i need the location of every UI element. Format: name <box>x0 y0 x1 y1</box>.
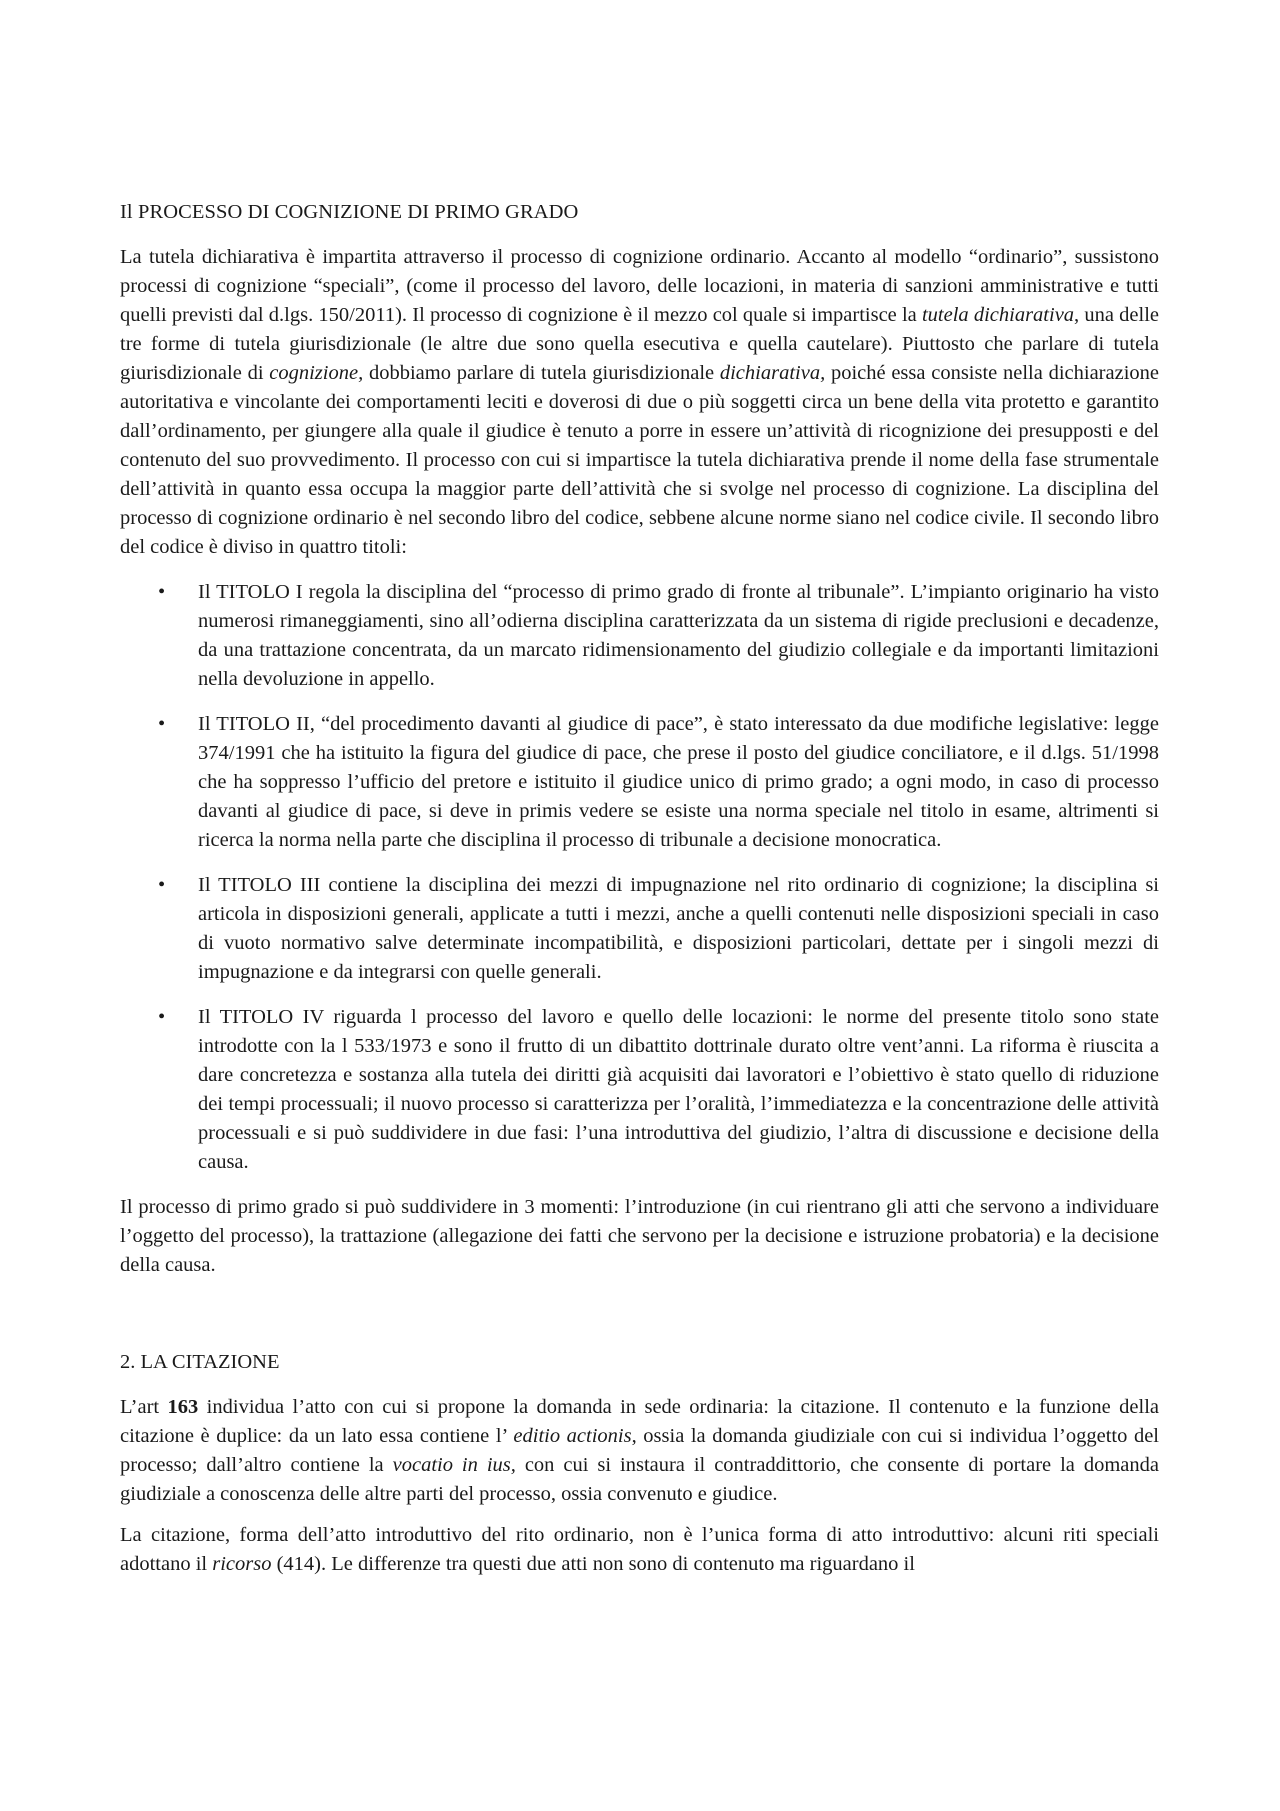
bullet-icon: • <box>158 874 166 896</box>
text-run: poiché essa consiste nella dichiarazione autoritativa e vincolante dei comportamenti leciti e doverosi di due o più soggetti circa un bene della vita protetto e garantito dall’ordinamento, per giungere alla quale il giudice è tenuto a porre in essere un’attività di ricognizione dei presupposti e del contenuto del suo provvedimento. Il processo con cui si impartisce la tutela dichiarativa prende il nome della fase strumentale dell’attività in quanto essa occupa la maggior parte dell’attività che si svolge nel processo di cognizione. La disciplina del processo di cognizione ordinario è nel secondo libro del codice, sebbene alcune norme siano nel codice civile. Il secondo libro del codice è diviso in quattro titoli: <box>120 362 1159 558</box>
text-run: , una delle tre forme di tutela giurisdizionale (le altre due sono quella esecutiva e quella cautelare). Piuttosto che parlare di tutela giurisdizionale di <box>120 304 1159 384</box>
citazione-paragraph-2 <box>120 1521 1159 1579</box>
italic-text: ricorso <box>212 1553 272 1575</box>
text-run: (414). Le differenze tra questi due atti non sono di contenuto ma riguardano il <box>271 1553 915 1575</box>
text-run: , ossia la domanda giudiziale con cui si individua l’oggetto del processo; dall’altro contiene la <box>120 1425 1159 1476</box>
list-item <box>120 871 1159 987</box>
text-run: L’art <box>120 1396 168 1418</box>
text-run: La citazione, forma dell’atto introduttivo del rito ordinario, non è l’unica forma di atto introduttivo: alcuni riti speciali adottano il <box>120 1524 1159 1575</box>
italic-text: vocatio in ius, <box>392 1454 516 1476</box>
text-run: La tutela dichiarativa è impartita attraverso il processo di cognizione ordinario. Accanto al modello “ordinario”, sussistono processi di cognizione “speciali”, (come il processo del lavoro, delle locazioni, in materia di sanzioni amministrative e tutti quelli previsti dal d.lgs. 150/2011). Il processo di cognizione è il mezzo col quale si impartisce la <box>120 246 1159 326</box>
text-run: individua l’atto con cui si propone la domanda in sede ordinaria: la citazione. Il contenuto e la funzione della citazione è duplice: da un lato essa contiene l’ <box>120 1396 1160 1447</box>
list-item <box>120 710 1159 855</box>
list-item <box>120 578 1159 694</box>
list-item-text: Il TITOLO I regola la disciplina del “processo di primo grado di fronte al tribunale”. L’impianto originario ha visto numerosi rimaneggiamenti, sino all’odierna disciplina caratterizzata da un sistema di rigide preclusioni e decadenze, da una trattazione concentrata, da un marcato ridimensionamento del giudizio collegiale e da importanti limitazioni nella devoluzione in appello. <box>198 581 1159 690</box>
bullet-icon: • <box>158 1006 166 1028</box>
text-run: dobbiamo parlare di tutela giurisdizionale <box>363 362 720 384</box>
list-item <box>120 1003 1159 1177</box>
bold-text: 163 <box>167 1396 199 1418</box>
italic-text: editio actionis <box>513 1425 632 1447</box>
bullet-icon: • <box>158 713 166 735</box>
intro-paragraph <box>120 243 1159 562</box>
italic-text: dichiarativa, <box>719 362 826 384</box>
document-page <box>120 198 1159 1591</box>
text-run: con cui si instaura il contraddittorio, che consente di portare la domanda giudiziale a conoscenza delle altre parti del processo, ossia convenuto e giudice. <box>120 1454 1159 1505</box>
citazione-paragraph-1 <box>120 1393 1159 1509</box>
titles-list <box>120 578 1159 1177</box>
list-item-text: Il TITOLO IV riguarda l processo del lavoro e quello delle locazioni: le norme del presente titolo sono state introdotte con la l 533/1973 e sono il frutto di un dibattito dottrinale durato oltre vent’anni. La riforma è riuscita a dare concretezza e sostanza alla tutela dei diritti già acquisiti dai lavoratori e l’obiettivo è stato quello di riduzione dei tempi processuali; il nuovo processo si caratterizza per l’oralità, l’immediatezza e la concentrazione delle attività processuali e si può suddividere in due fasi: l’una introduttiva del giudizio, l’altra di discussione e decisione della causa. <box>198 1006 1159 1173</box>
italic-text: tutela dichiarativa <box>921 304 1075 326</box>
section-title-citazione: 2. LA CITAZIONE <box>120 1351 280 1373</box>
list-item-text: Il TITOLO II, “del procedimento davanti al giudice di pace”, è stato interessato da due modifiche legislative: legge 374/1991 che ha istituito la figura del giudice di pace, che prese il posto del giudice conciliatore, e il d.lgs. 51/1998 che ha soppresso l’ufficio del pretore e istituito il giudice unico di primo grado; a ogni modo, in caso di processo davanti al giudice di pace, si deve in primis vedere se esiste una norma speciale nel titolo in esame, altrimenti si ricerca la norma nella parte che disciplina il processo di tribunale a decisione monocratica. <box>198 713 1159 851</box>
italic-text: cognizione, <box>269 362 364 384</box>
bullet-icon: • <box>158 581 166 603</box>
list-item-text: Il TITOLO III contiene la disciplina dei mezzi di impugnazione nel rito ordinario di cognizione; la disciplina si articola in disposizioni generali, applicate a tutti i mezzi, anche a quelli contenuti nelle disposizioni speciali in caso di vuoto normativo salve determinate incompatibilità, e disposizioni particolari, dettate per i singoli mezzi di impugnazione e da integrarsi con quelle generali. <box>198 874 1159 983</box>
section-spacer <box>120 1292 1159 1348</box>
section-title: Il PROCESSO DI COGNIZIONE DI PRIMO GRADO <box>120 201 579 223</box>
closing-paragraph: Il processo di primo grado si può suddividere in 3 momenti: l’introduzione (in cui rientrano gli atti che servono a individuare l’oggetto del processo), la trattazione (allegazione dei fatti che servono per la decisione e istruzione probatoria) e la decisione della causa. <box>120 1196 1159 1276</box>
